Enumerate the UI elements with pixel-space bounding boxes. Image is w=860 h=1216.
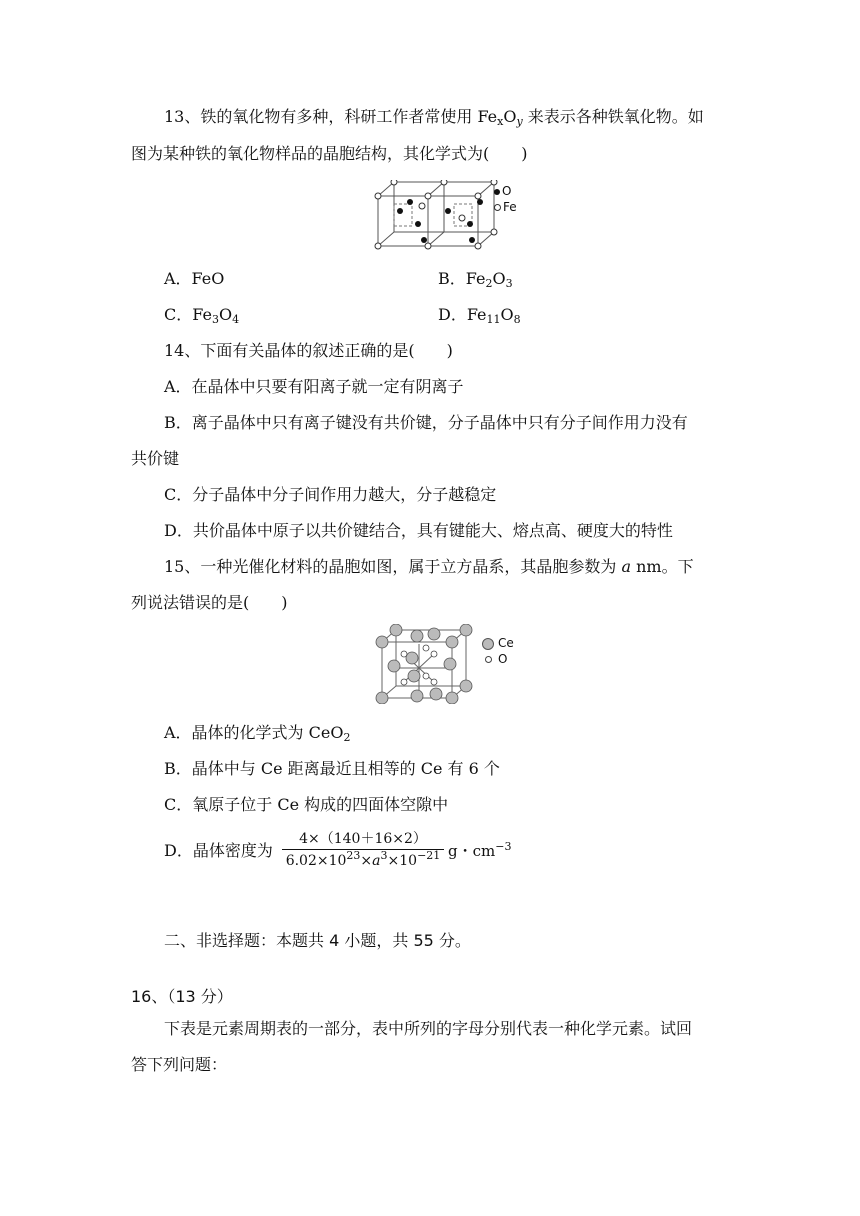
solid-dot-icon (494, 189, 500, 195)
q13-option-b: B．$Fe_2O_3$ (438, 269, 513, 290)
small-hollow-sphere-icon (485, 656, 492, 663)
q14-stem: 14、下面有关晶体的叙述正确的是( ) (164, 341, 453, 360)
q15-stem-line1: 15、一种光催化材料的晶胞如图，属于立方晶系，其晶胞参数为 a nm。下 (164, 557, 694, 576)
q15-legend (482, 636, 514, 666)
legend-o-row: O (494, 184, 517, 198)
legend-ce-row: Ce (482, 636, 514, 650)
hollow-dot-icon (494, 204, 501, 211)
density-numerator: 4×（140＋16×2） (299, 831, 427, 847)
q14-option-d: D．共价晶体中原子以共价键结合，具有键能大、熔点高、硬度大的特性 (164, 521, 673, 540)
q13-option-d: D．$Fe_{11}O_8$ (438, 305, 521, 326)
density-unit: g・$cm^{-3}$ (448, 840, 512, 860)
q14-option-b-line1: B．离子晶体中只有离子键没有共价键，分子晶体中只有分子间作用力没有 (164, 413, 688, 432)
q13-option-a: A．FeO (164, 269, 225, 288)
density-denominator: $6.02\times 10^{23}\times a^3\times 10^{-21}$ (285, 849, 441, 869)
large-gray-sphere-icon (482, 638, 494, 650)
q13-option-c: C．$Fe_3O_4$ (164, 305, 240, 326)
q15-option-b: B．晶体中与 Ce 距离最近且相等的 Ce 有 6 个 (164, 759, 500, 778)
q15-stem-line2: 列说法错误的是( ) (131, 593, 288, 612)
q16-stem-line2: 答下列问题： (131, 1055, 228, 1074)
q13-legend (494, 184, 517, 214)
legend-fe-row: Fe (494, 200, 517, 214)
q13-stem-line2: 图为某种铁的氧化物样品的晶胞结构，其化学式为( ) (131, 144, 528, 163)
q14-option-c: C．分子晶体中分子间作用力越大，分子越稳定 (164, 485, 497, 504)
q13-stem-line1: 13、铁的氧化物有多种，科研工作者常使用 $Fe_xO_y$ 来表示各种铁氧化物。如 (164, 107, 704, 128)
q16-heading: 16、（13 分） (131, 987, 233, 1006)
q15-option-c: C．氧原子位于 Ce 构成的四面体空隙中 (164, 795, 449, 814)
section-2-heading: 二、非选择题：本题共 4 小题，共 55 分。 (164, 931, 471, 950)
q16-stem-line1: 下表是元素周期表的一部分，表中所列的字母分别代表一种化学元素。试回 (164, 1019, 693, 1038)
q14-option-b-line2: 共价键 (131, 449, 180, 468)
legend-o-row: O (482, 652, 514, 666)
q15-option-d-label: D．晶体密度为 (164, 841, 273, 860)
q15-crystal-figure (374, 624, 474, 704)
q15-option-a: A．晶体的化学式为 CeO$_2$ (164, 723, 351, 744)
q14-option-a: A．在晶体中只要有阳离子就一定有阴离子 (164, 377, 464, 396)
